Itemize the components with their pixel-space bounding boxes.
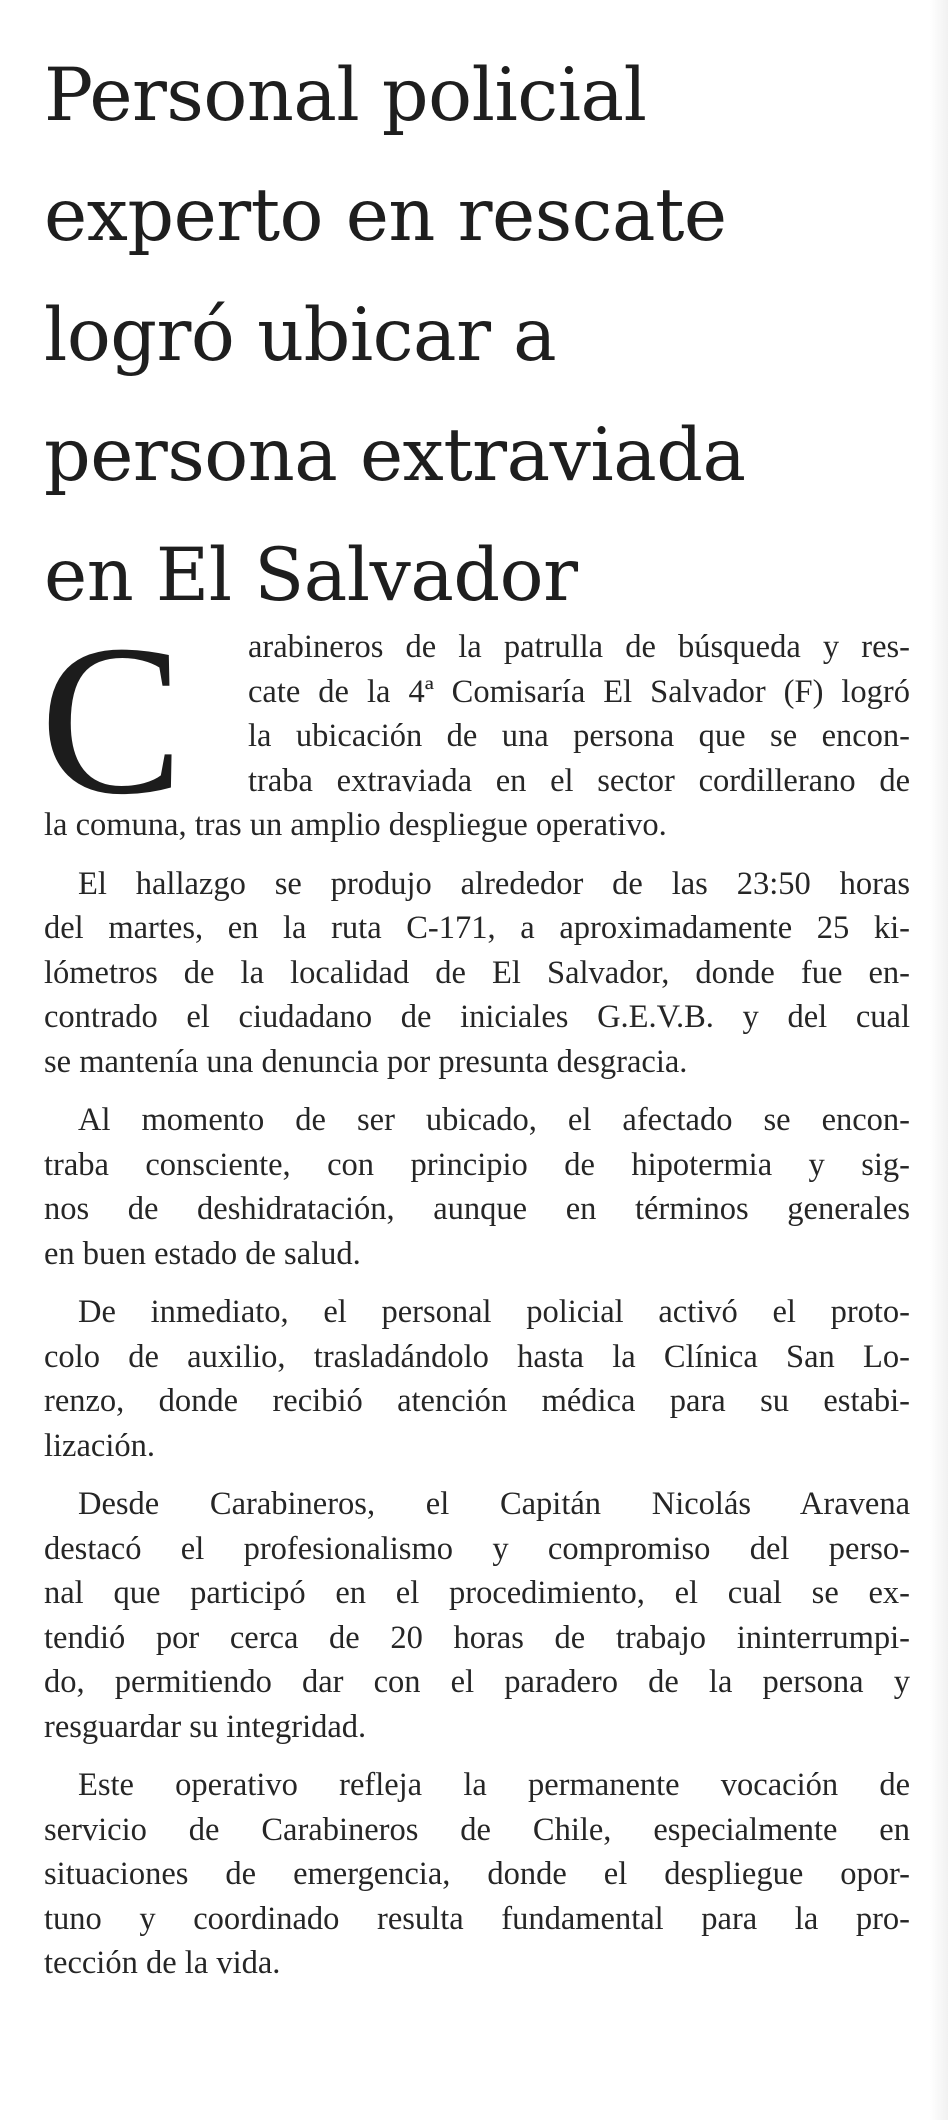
body-line: renzo, donde recibió atención médica para su estabi- [44,1383,910,1419]
headline-line: logró ubicar a [44,293,557,378]
body-line: tendió por cerca de 20 horas de trabajo ininterrumpi- [44,1619,910,1656]
body-line: nos de deshidratación, aunque en términos generales [44,1191,910,1227]
body-line: traba consciente, con principio de hipotermia y sig- [44,1146,910,1183]
body-line: en buen estado de salud. [44,1235,361,1272]
body-line: cate de la 4ª Comisaría El Salvador (F) logró [248,673,910,710]
body-line: servicio de Carabineros de Chile, especialmente en [44,1811,910,1848]
body-line: Al momento de ser ubicado, el afectado se encon- [78,1102,910,1138]
paragraph-1 [44,625,910,848]
body-line: lómetros de la localidad de El Salvador, donde fue en- [44,954,910,991]
body-line: tuno y coordinado resulta fundamental para la pro- [44,1900,910,1937]
paragraph-4 [44,1290,910,1468]
headline-line: Personal policial [44,53,647,138]
body-line: nal que participó en el procedimiento, el cual se ex- [44,1575,910,1611]
body-line: traba extraviada en el sector cordillerano de [248,762,910,799]
body-line: resguardar su integridad. [44,1708,367,1745]
headline-line: persona extraviada [44,413,746,498]
body-line: lización. [44,1427,155,1464]
article-body [44,625,910,2000]
body-line: El hallazgo se produjo alrededor de las 23:50 horas [78,865,910,902]
paragraph-6 [44,1763,910,1986]
body-line: contrado el ciudadano de iniciales G.E.V.B. y del cual [44,999,910,1035]
body-line: do, permitiendo dar con el paradero de la persona y [44,1664,910,1700]
body-line: del martes, en la ruta C-171, a aproximadamente 25 ki- [44,910,910,946]
paragraph-5 [44,1482,910,1749]
body-line: Este operativo refleja la permanente vocación de [78,1767,910,1803]
body-line: la comuna, tras un amplio despliegue operativo. [44,807,667,843]
body-line: arabineros de la patrulla de búsqueda y res- [248,629,910,665]
body-line: De inmediato, el personal policial activó el proto- [78,1294,910,1330]
paragraph-3 [44,1098,910,1276]
body-line: la ubicación de una persona que se encon- [248,718,910,754]
body-line: se mantenía una denuncia por presunta desgracia. [44,1043,688,1080]
body-line: colo de auxilio, trasladándolo hasta la Clínica San Lo- [44,1338,910,1375]
body-line: destacó el profesionalismo y compromiso del perso- [44,1530,910,1567]
body-line: situaciones de emergencia, donde el despliegue opor- [44,1856,910,1892]
drop-cap: C [40,600,184,839]
body-line: tección de la vida. [44,1945,281,1981]
headline [44,36,924,636]
headline-line: en El Salvador [44,533,578,618]
headline-line: experto en rescate [44,173,727,258]
body-line: Desde Carabineros, el Capitán Nicolás Aravena [78,1486,910,1522]
paragraph-2 [44,862,910,1085]
